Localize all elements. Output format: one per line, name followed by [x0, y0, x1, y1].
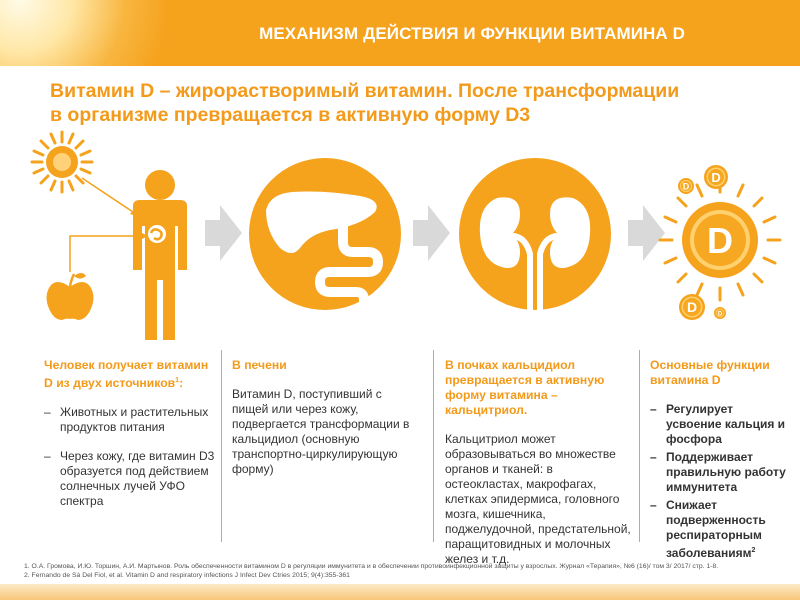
liver-column [232, 358, 410, 477]
footnotes [24, 562, 784, 580]
liver-intestine-icon [249, 158, 401, 316]
flow-arrow-3 [628, 205, 665, 261]
column-divider-3 [639, 350, 640, 542]
column-divider-1 [221, 350, 222, 542]
vitamin-d-small-letter-1: D [682, 181, 690, 192]
list-item: – Поддерживает правильную работу иммунитета [650, 450, 790, 495]
header-title: МЕХАНИЗМ ДЕЙСТВИЯ И ФУНКЦИИ ВИТАМИНА D [259, 24, 685, 43]
vitamin-d-small-icon-3 [679, 294, 705, 320]
sun-icon [32, 132, 92, 192]
source-heading-colon: : [179, 376, 184, 391]
sun-arrow-icon [82, 178, 140, 217]
source-heading-text: Человек получает витамин D из двух источников [44, 358, 209, 391]
source-list [44, 405, 216, 509]
apple-icon [47, 273, 94, 320]
subtitle-line-1: Витамин D – жирорастворимый витамин. После трансформации [50, 80, 680, 102]
liver-body: Витамин D, поступивший с пищей или через кожу, подвергается трансформации в кальцидиол (основную транспортно-циркулирующую форму) [232, 387, 410, 476]
flow-arrow-1 [205, 205, 242, 261]
page-subtitle [50, 79, 750, 127]
bottom-bar [0, 584, 800, 600]
vitamin-d-small-icon-1 [678, 178, 694, 194]
list-item: – Через кожу, где витамин D3 образуется под действием солнечных лучей УФО спектра [44, 449, 216, 509]
sun-corner-icon [0, 0, 180, 66]
flow-arrow-2 [413, 205, 450, 261]
kidney-heading: В почках кальцидиол превращается в активную форму витамина – кальцитриол. [445, 358, 605, 417]
list-item: – Регулирует усвоение кальция и фосфора [650, 402, 790, 447]
functions-footnote-mark: 2 [751, 547, 756, 554]
list-item [650, 498, 790, 561]
list-item: – Животных и растительных продуктов питания [44, 405, 216, 435]
source-column [44, 358, 216, 523]
kidney-body: Кальцитриол может образовываться во множестве органов и тканей: в остеокластах, макрофагах, клетках эпидермиса, головного мозга, кишечника, поджелудочной, предстательной, паращитовидных и молочных желез и т.д. [445, 432, 631, 566]
column-divider-2 [433, 350, 434, 542]
functions-column [650, 358, 790, 564]
liver-heading: В печени [232, 358, 287, 372]
person-icon [133, 170, 187, 340]
functions-heading: Основные функции витамина D [650, 358, 770, 387]
process-graphic [0, 130, 800, 340]
stomach-icon [148, 225, 166, 243]
source-heading-footnote-mark: 1 [175, 377, 180, 384]
vitamin-d-small-icon-2 [704, 165, 728, 189]
subtitle-line-2: в организме превращается в активную форму D3 [50, 104, 531, 126]
kidney-column [445, 358, 631, 567]
footnote-1: 1. О.А. Громова, И.Ю. Торшин, А.И. Мартынов. Роль обеспеченности витамином D в регуляции иммунитета и в обеспечении противоинфекционной защиты у взрослых. Журнал «Терапия», №6 (16)/ том 3/ 2017/ стр. 1-8. [24, 563, 719, 570]
functions-list [650, 402, 790, 561]
vitamin-d-small-icon-4 [714, 307, 726, 319]
vitamin-d-sun-icon [660, 180, 780, 300]
source-heading [44, 358, 216, 391]
vitamin-d-small-letter-4: D [717, 311, 723, 318]
vitamin-d-large-letter: D [707, 220, 733, 261]
footnote-2: 2. Fernando de Sá Del Fiol, et al. Vitamin D and respiratory infections J Infect Dev Ctries 2015; 9(4):355-361 [24, 572, 350, 579]
kidneys-icon [459, 158, 611, 314]
list-item-text: Снижает подверженность респираторным заболеваниям [666, 498, 766, 560]
vitamin-d-small-letter-2: D [711, 170, 721, 185]
vitamin-d-small-letter-3: D [686, 299, 698, 315]
